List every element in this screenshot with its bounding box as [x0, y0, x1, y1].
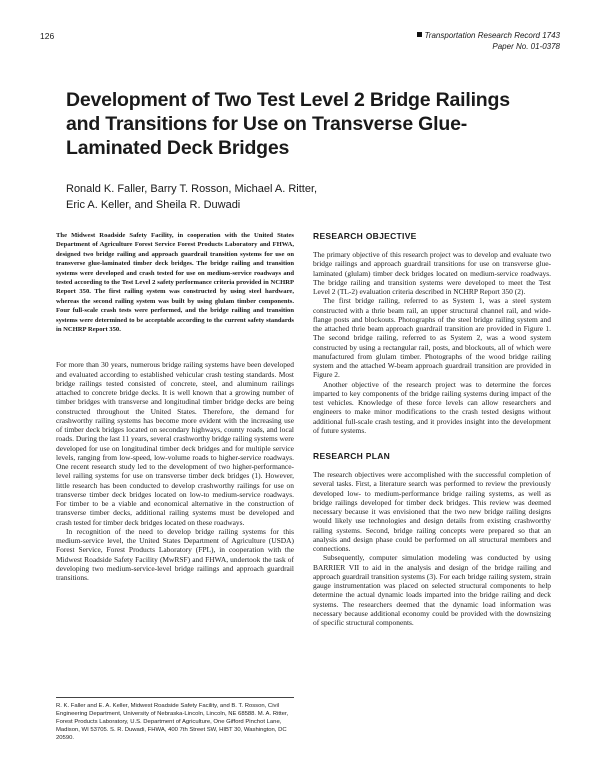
abstract: The Midwest Roadside Safety Facility, in cooperation with the United States Department of Agriculture Forest Service Forest Products Laboratory and FHWA, designed two bridge railing and approach guardrail transition systems for use on transverse glue-laminated timber deck bridges. The bridge railing and transition systems were developed and crash tested for use on medium-service roadways and tested according to the Test Level 2 safety performance criteria provided in NCHRP Report 350. The first railing system was constructed by using steel hardware, whereas the second railing system was built by using glulam timber components. Four full-scale crash tests were performed, and the bridge railing and transition systems were determined to be acceptable according to the current safety standards in NCHRP Report 350.	[56, 232, 294, 334]
research-plan-heading: RESEARCH PLAN	[313, 451, 391, 461]
plan-paragraph-2: Subsequently, computer simulation modeling was conducted by using BARRIER VII to aid in the analysis and design of the bridge railing and approach guardrail transition systems (3). For each bridge railing system, strain gauge instrumentation was placed on selected structural components to help determine the actual dynamic loads imparted into the bridge railing and deck systems. The researchers deemed that the dynamic load information was necessary because additional economy could be provided with the downsizing of specific structural components.	[313, 553, 551, 627]
square-bullet-icon	[417, 32, 422, 37]
author-line-1: Ronald K. Faller, Barry T. Rosson, Michael A. Ritter,	[66, 183, 318, 195]
introduction	[56, 360, 294, 582]
footnote-divider	[56, 697, 294, 698]
author-list	[66, 181, 546, 213]
author-affiliations-footnote: R. K. Faller and E. A. Keller, Midwest Roadside Safety Facility, and B. T. Rosson, Civil Engineering Department, University of Nebraska-Lincoln, Lincoln, NE 68588. M. A. Ritter, Forest Products Laboratory, U.S. Department of Agriculture, One Gifford Pinchot Lane, Madison, WI 53705. S. R. Duwadi, FHWA, 400 7th Street SW, HIBT 30, Washington, DC 20590.	[56, 703, 289, 741]
journal-info	[417, 31, 560, 52]
running-header	[40, 31, 560, 57]
author-line-2: Eric A. Keller, and Sheila R. Duwadi	[66, 199, 241, 211]
page-number: 126	[40, 31, 55, 41]
journal-name-text: Transportation Research Record 1743	[424, 31, 560, 40]
left-column	[56, 231, 294, 582]
paper-title: Development of Two Test Level 2 Bridge Railings and Transitions for Use on Transverse Glue-Laminated Deck Bridges	[66, 89, 510, 159]
objective-paragraph-2: The first bridge railing, referred to as System 1, was a steel system constructed with a thrie beam rail, an upper structural channel rail, and wide-flange posts and blockouts. Photographs of the steel bridge railing system and the attached thrie beam approach guardrail transition are provided in Figure 1. The second bridge railing, referred to as System 2, was a wood system constructed by using a rectangular rail, posts, and blockouts, all of which were manufactured from glulam timber. Photographs of the wood bridge railing system and the attached W-beam approach guardrail transition are provided in Figure 2.	[313, 296, 551, 380]
intro-paragraph-2: In recognition of the need to develop bridge railing systems for this medium-service level, the United States Department of Agriculture (USDA) Forest Service, Forest Products Laboratory (FPL), in cooperation with the Midwest Roadside Safety Facility (MwRSF) and FHWA, undertook the task of developing two medium-service-level bridge railings and approach guardrail transitions.	[56, 526, 294, 583]
paper-number: Paper No. 01-0378	[492, 41, 560, 51]
plan-paragraph-1: The research objectives were accomplished with the successful completion of several tasks. First, a literature search was performed to review the previously developed low- to medium-performance bridge railing systems, as well as bridge railings developed for timber deck bridges. This review was deemed necessary because it was envisioned that the two new bridge railing designs would likely use technologies and design details from existing crashworthy railing systems. Second, bridge railing concepts were prepared so that an analysis and design phase could be performed on all structural members and connections.	[313, 470, 551, 553]
intro-paragraph-1: For more than 30 years, numerous bridge railing systems have been developed and evaluated according to established vehicular crash testing standards. Most bridge railings tested consisted of concrete, steel, and aluminum railings attached to concrete bridge decks. It is well known that a growing number of timber bridges with transverse and longitudinal timber bridge decks are being constructed throughout the United States. Therefore, the demand for crashworthy railing systems has become more evident with the increasing use of timber deck bridges located on secondary highways, county roads, and local roads. During the last 11 years, several crashworthy bridge railing systems were developed for use on longitudinal timber deck bridges and for multiple service levels, ranging from low-speed, low-volume roads to higher-service roadways. One recent research study led to the development of two higher-performance-level railing systems for use on transverse timber deck bridges (1). However, little research has been conducted to develop crashworthy railings for use on transverse timber deck bridges located on low-to medium-service roadways. For timber to be a viable and economical alternative in the construction of transverse timber decks, additional railing systems must be developed and crash tested for timber deck bridges located on these roadways.	[56, 360, 294, 527]
right-column	[313, 231, 551, 627]
objective-paragraph-3: Another objective of the research project was to determine the forces imparted to key components of the bridge railing systems during impact of the test vehicles. Knowledge of these force levels can allow researchers and engineers to make minor modifications to the crash tested designs without additional full-scale crash testing, and it provides insight into the development of future systems.	[313, 379, 551, 435]
journal-name	[417, 31, 560, 42]
objective-paragraph-1: The primary objective of this research project was to develop and evaluate two bridge railings and approach guardrail transitions for use on transverse glue-laminated (glulam) timber deck bridges located on medium-service roadways. The bridge railing and transition systems were developed to meet the Test Level 2 (TL-2) evaluation criteria described in NCHRP Report 350 (2).	[313, 250, 551, 296]
research-objective-heading: RESEARCH OBJECTIVE	[313, 231, 417, 241]
